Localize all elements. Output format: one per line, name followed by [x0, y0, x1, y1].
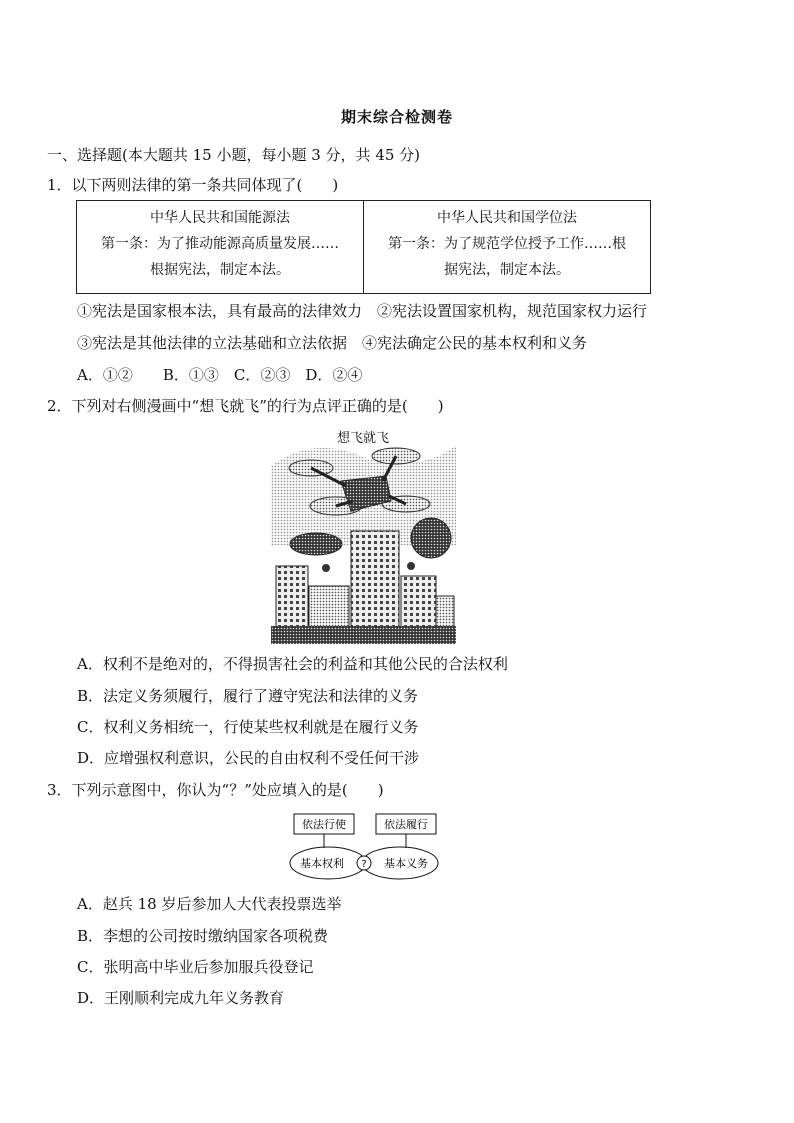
- diagram-box-left: 依法行使: [302, 818, 346, 831]
- degree-law-basis: 据宪法，制定本法。: [444, 262, 570, 278]
- energy-law-basis: 根据宪法，制定本法。: [150, 262, 290, 278]
- q2-option-c: C．权利义务相统一，行使某些权利就是在履行义务: [77, 718, 419, 736]
- cartoon-caption: 想飞就飞: [336, 431, 390, 446]
- section-heading: 一、选择题(本大题共 15 小题，每小题 3 分，共 45 分): [47, 146, 421, 164]
- diagram-question-mark: ?: [361, 859, 367, 870]
- diagram-ellipse-left: 基本权利: [300, 857, 344, 870]
- q2-option-d: D．应增强权利意识，公民的自由权利不受任何干涉: [77, 749, 420, 767]
- question-2-stem: 2．下列对右侧漫画中“想飞就飞”的行为点评正确的是( ): [47, 397, 444, 415]
- q3-option-a: A．赵兵 18 岁后参加人大代表投票选举: [77, 895, 342, 913]
- q1-choices: A．①② B．①③ C．②③ D．②④: [77, 366, 363, 384]
- q3-option-d: D．王刚顺利完成九年义务教育: [77, 989, 285, 1007]
- cartoon-image: [271, 426, 456, 644]
- energy-law-cell: [77, 201, 364, 294]
- question-1-stem: 1．以下两则法律的第一条共同体现了( ): [47, 176, 339, 194]
- degree-law-cell: [364, 201, 651, 294]
- question-3-stem: 3．下列示意图中，你认为“？”处应填入的是( ): [47, 781, 384, 799]
- energy-law-title: 中华人民共和国能源法: [150, 210, 290, 226]
- rights-duties-diagram: [288, 812, 440, 884]
- diagram-box-right: 依法履行: [384, 818, 428, 831]
- q2-option-b: B．法定义务须履行，履行了遵守宪法和法律的义务: [77, 687, 419, 705]
- page-title: 期末综合检测卷: [340, 108, 453, 126]
- degree-law-article: 第一条：为了规范学位授予工作……根: [388, 236, 626, 252]
- q3-option-c: C．张明高中毕业后参加服兵役登记: [77, 958, 314, 976]
- diagram-ellipse-right: 基本义务: [384, 857, 428, 870]
- q1-statement-2: ③宪法是其他法律的立法基础和立法依据 ④宪法确定公民的基本权利和义务: [77, 334, 588, 352]
- q2-option-a: A．权利不是绝对的，不得损害社会的利益和其他公民的合法权利: [77, 655, 508, 673]
- q3-option-b: B．李想的公司按时缴纳国家各项税费: [77, 927, 329, 945]
- energy-law-article: 第一条：为了推动能源高质量发展……: [101, 236, 339, 252]
- degree-law-title: 中华人民共和国学位法: [437, 210, 577, 226]
- q1-statement-1: ①宪法是国家根本法，具有最高的法律效力 ②宪法设置国家机构，规范国家权力运行: [77, 302, 648, 320]
- law-comparison-table: [76, 200, 651, 294]
